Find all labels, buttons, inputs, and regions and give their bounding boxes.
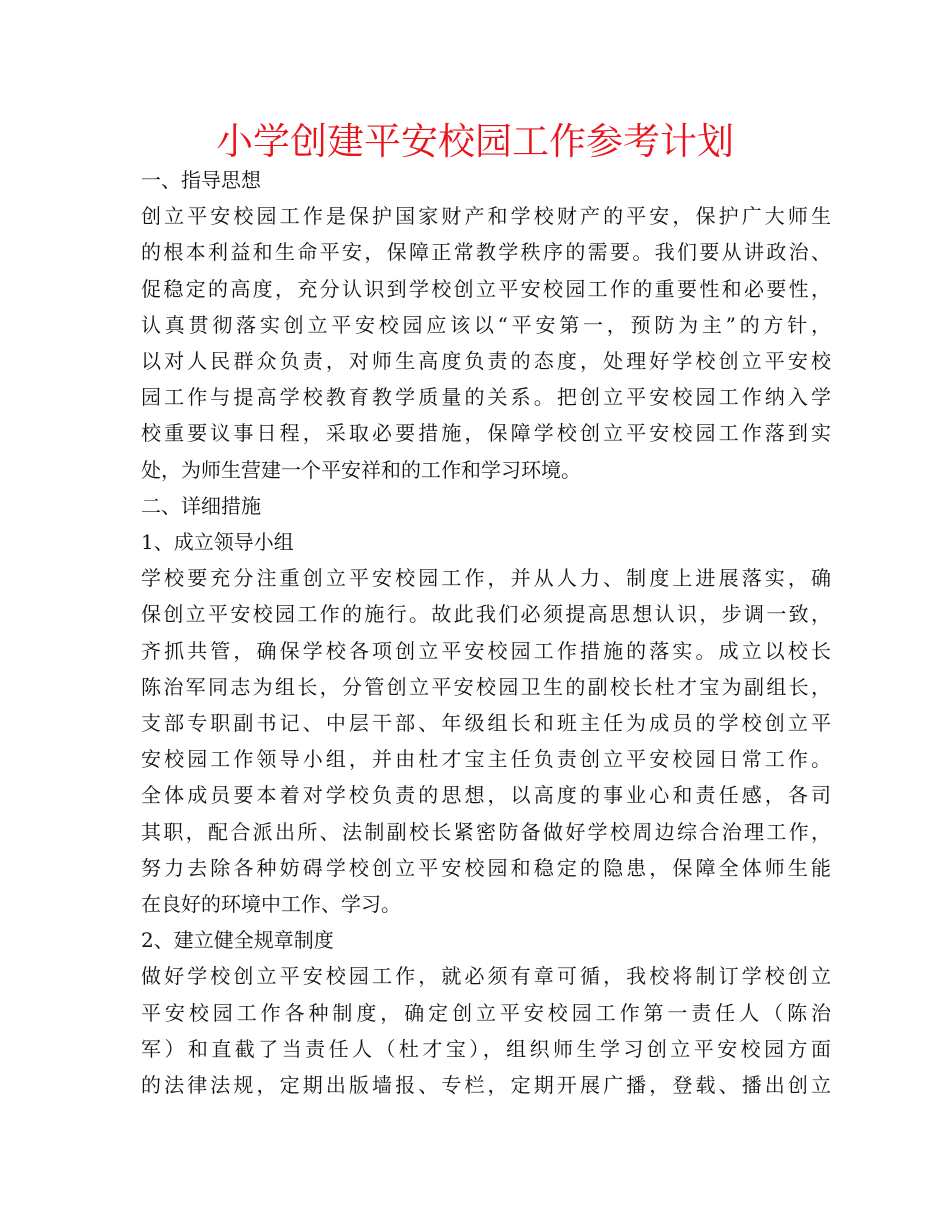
section-heading-detailed-measures: 二、详细措施 [141,493,261,518]
body-line: 安校园工作领导小组，并由杜才宝主任负责创立平安校园日常工作。 [141,747,831,772]
body-line: 努力去除各种妨碍学校创立平安校园和稳定的隐患，保障全体师生能 [141,855,831,880]
body-line: 全体成员要本着对学校负责的思想，以高度的事业心和责任感，各司 [141,783,831,808]
body-line: 在良好的环境中工作、学习。 [141,892,401,917]
body-line: 陈治军同志为组长，分管创立平安校园卫生的副校长杜才宝为副组长， [141,674,831,699]
body-line: 的法律法规，定期出版墙报、专栏，定期开展广播，登载、播出创立 [141,1073,831,1098]
body-line: 保创立平安校园工作的施行。故此我们必须提高思想认识，步调一致， [141,602,831,627]
body-line: 学校要充分注重创立平安校园工作，并从人力、制度上进展落实，确 [141,566,831,591]
section-heading-guiding-thought: 一、指导思想 [141,168,261,192]
body-line: 军）和直截了当责任人（杜才宝），组织师生学习创立平安校园方面 [141,1036,831,1061]
body-line: 支部专职副书记、中层干部、年级组长和班主任为成员的学校创立平 [141,711,831,736]
body-line: 处，为师生营建一个平安祥和的工作和学习环境。 [141,457,581,482]
document-body [141,162,831,1103]
body-line: 园工作与提高学校教育教学质量的关系。把创立平安校园工作纳入学 [141,385,831,410]
body-line: 齐抓共管，确保学校各项创立平安校园工作措施的落实。成立以校长 [141,638,831,663]
body-line: 校重要议事日程，采取必要措施，保障学校创立平安校园工作落到实 [141,421,831,446]
body-line: 平安校园工作各种制度，确定创立平安校园工作第一责任人（陈治 [141,1000,831,1025]
subsection-heading-leadership-group: 1、成立领导小组 [141,530,294,555]
subsection-heading-rules: 2、建立健全规章制度 [141,928,334,953]
body-line: 创立平安校园工作是保护国家财产和学校财产的平安，保护广大师生 [141,204,831,229]
body-line: 促稳定的高度，充分认识到学校创立平安校园工作的重要性和必要性， [141,276,831,301]
body-line: 以对人民群众负责，对师生高度负责的态度，处理好学校创立平安校 [141,349,831,374]
body-line: 做好学校创立平安校园工作，就必须有章可循，我校将制订学校创立 [141,964,831,989]
body-line: 的根本利益和生命平安，保障正常教学秩序的需要。我们要从讲政治、 [141,240,831,265]
body-line: 认真贯彻落实创立平安校园应该以“平安第一，预防为主”的方针， [141,312,831,337]
body-line: 其职，配合派出所、法制副校长紧密防备做好学校周边综合治理工作， [141,819,831,844]
document-title: 小学创建平安校园工作参考计划 [216,120,734,163]
